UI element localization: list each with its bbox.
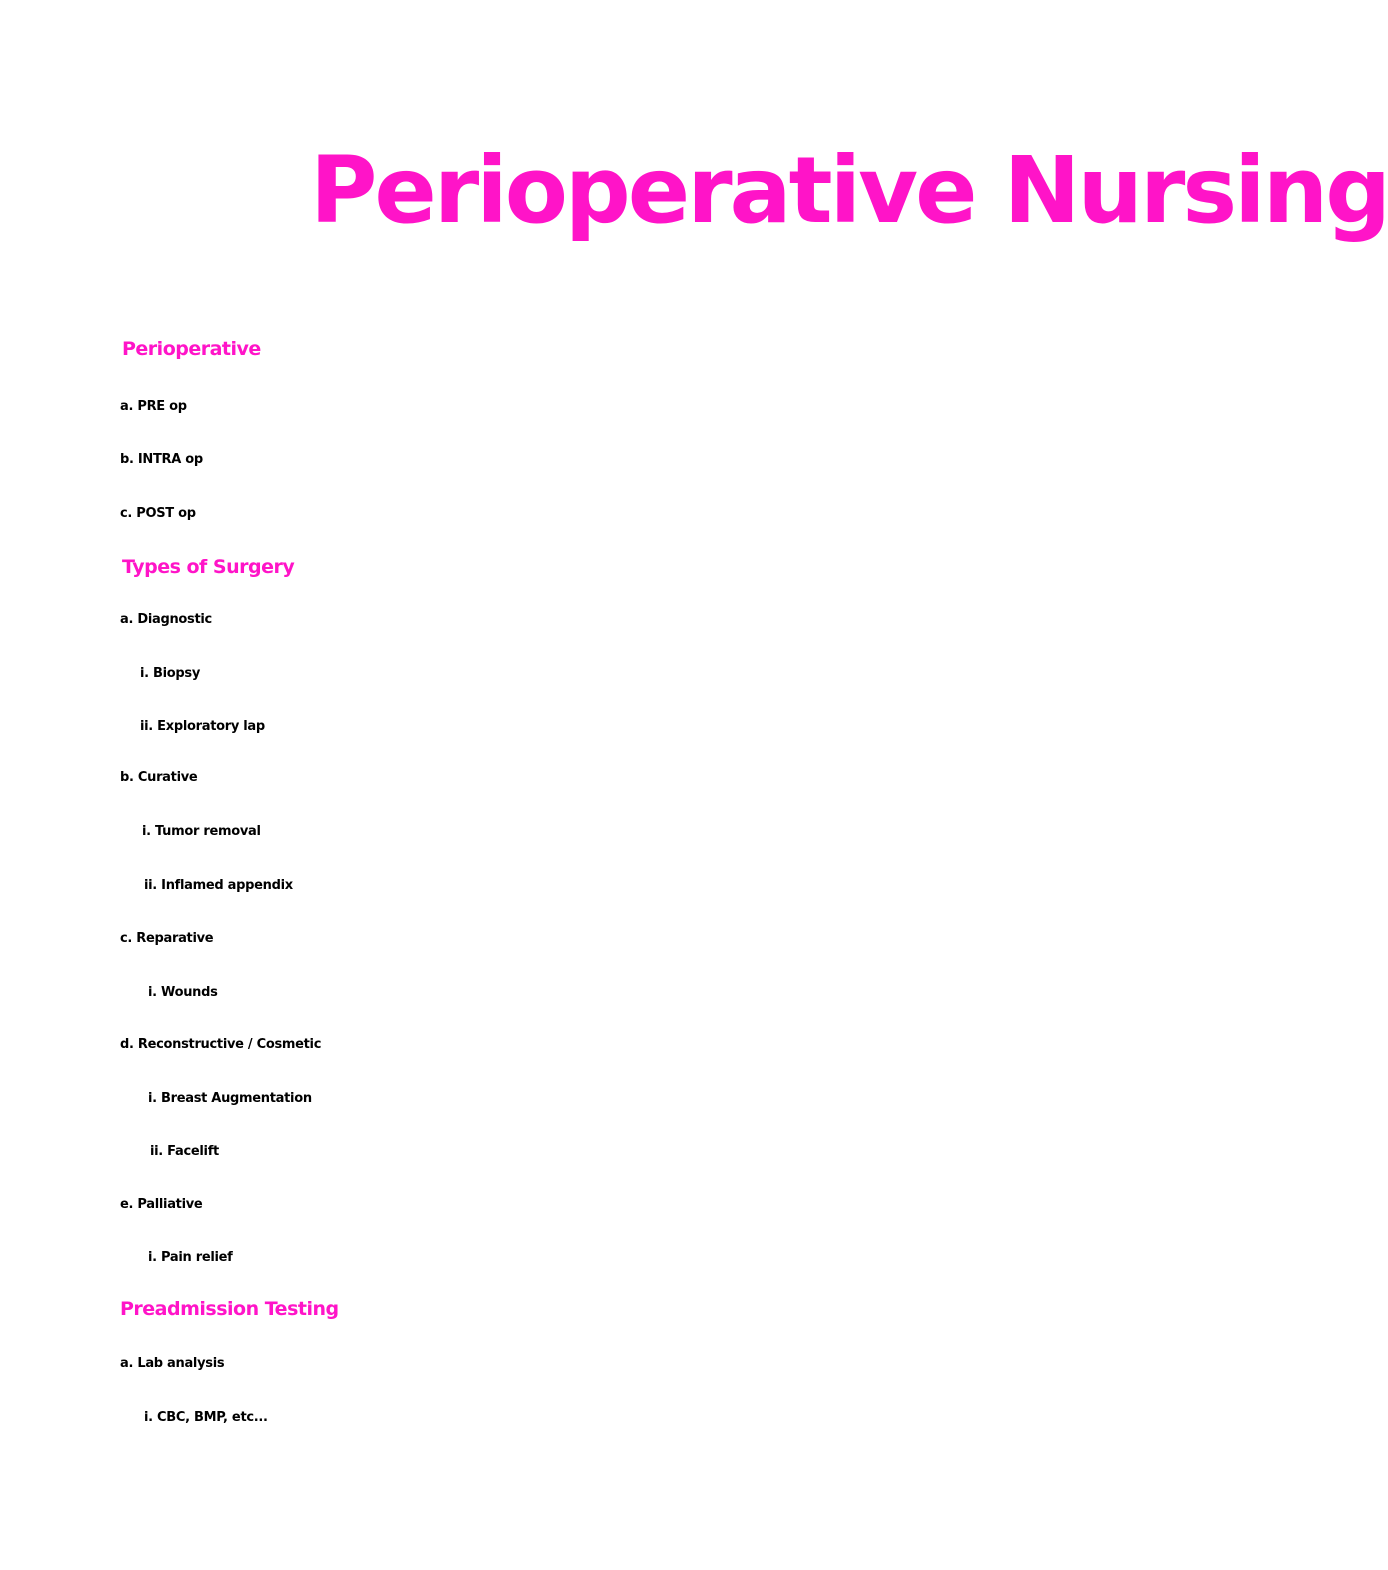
- section-heading-types-of-surgery: Types of Surgery: [122, 556, 295, 578]
- list-item: b. Curative: [120, 770, 198, 785]
- list-item: e. Palliative: [120, 1197, 203, 1212]
- list-sub-item: i. Wounds: [148, 985, 218, 1000]
- document-title: Perioperative Nursing: [310, 137, 1388, 244]
- list-item: c. Reparative: [120, 931, 214, 946]
- list-sub-item: i. Tumor removal: [142, 824, 261, 839]
- list-sub-item: i. Breast Augmentation: [148, 1091, 312, 1106]
- section-heading-perioperative: Perioperative: [122, 338, 261, 360]
- list-item: d. Reconstructive / Cosmetic: [120, 1037, 322, 1052]
- list-sub-item: ii. Exploratory lap: [140, 719, 265, 734]
- section-heading-preadmission-testing: Preadmission Testing: [120, 1298, 339, 1320]
- list-item: a. Lab analysis: [120, 1356, 225, 1371]
- list-sub-item: i. CBC, BMP, etc...: [144, 1410, 268, 1425]
- list-item: c. POST op: [120, 506, 196, 521]
- list-item: a. Diagnostic: [120, 612, 212, 627]
- list-sub-item: ii. Inflamed appendix: [144, 878, 293, 893]
- list-sub-item: i. Biopsy: [140, 666, 201, 681]
- list-sub-item: ii. Facelift: [150, 1144, 219, 1159]
- list-sub-item: i. Pain relief: [148, 1250, 233, 1265]
- list-item: a. PRE op: [120, 399, 187, 414]
- list-item: b. INTRA op: [120, 452, 203, 467]
